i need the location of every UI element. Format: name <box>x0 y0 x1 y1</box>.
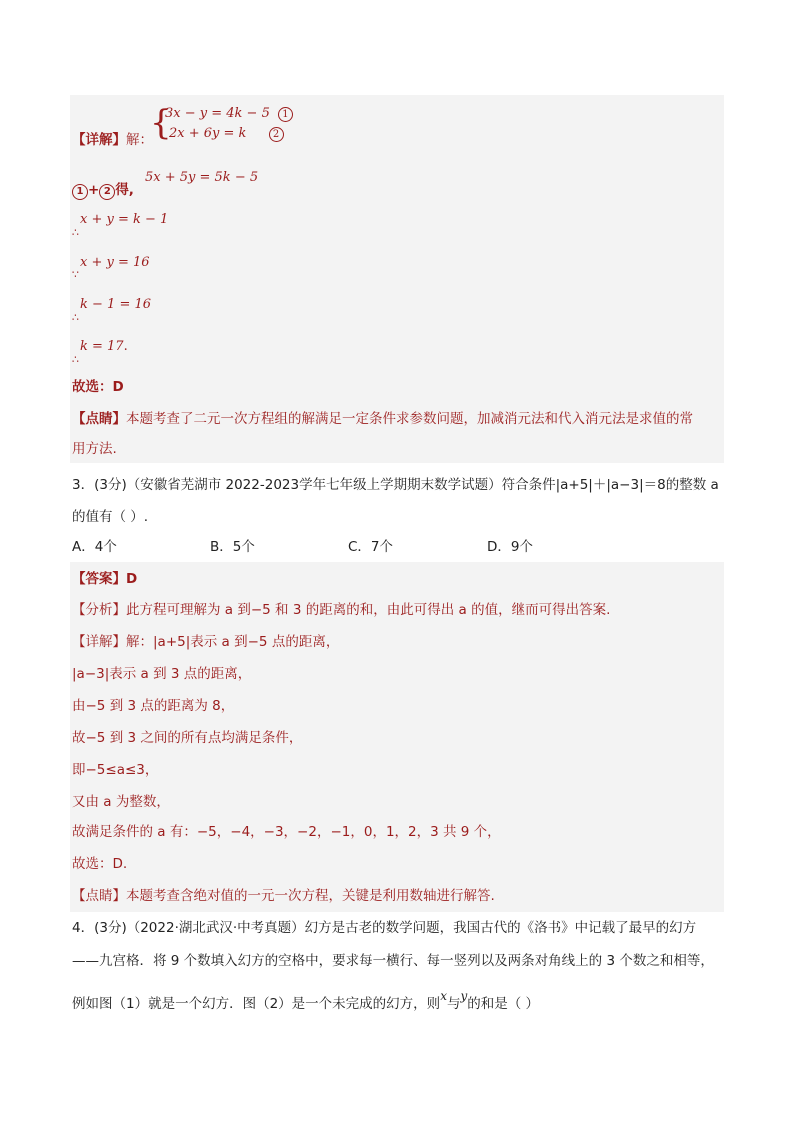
q2-comment-line2: 用方法. <box>72 441 117 457</box>
q3-detail-1: 【详解】解：|a+5|表示 a 到−5 点的距离， <box>72 634 340 650</box>
q2-step3-text: k − 1 = 16 <box>80 297 152 312</box>
q3-analysis: 【分析】此方程可理解为 a 到−5 和 3 的距离的和，由此可得出 a 的值，继而可得出答案. <box>72 602 611 618</box>
q2-sum-eq-text: 5x + 5y = 5k − 5 <box>145 170 259 185</box>
q2-eq1-mark: 1 <box>278 107 293 122</box>
q2-step4-text: k = 17 <box>80 339 124 354</box>
q2-comment-text1: 本题考查了二元一次方程组的解满足一定条件求参数问题，加减消元法和代入消元法是求值的常 <box>126 411 693 427</box>
q2-step2 <box>80 255 150 270</box>
q3-stem-line2: 的值有（ ）. <box>72 509 149 525</box>
q2-therefore-2: ∴ <box>72 311 79 324</box>
q4-var-x: x <box>440 989 447 1003</box>
q2-because: ∵ <box>72 268 79 281</box>
q3-detail-6: 又由 a 为整数， <box>72 794 170 810</box>
q2-sum-text: 得, <box>115 182 134 198</box>
q3-option-a[interactable]: A．4个 <box>72 539 117 555</box>
q3-option-b[interactable]: B．5个 <box>210 539 255 555</box>
q3-detail-3: 由−5 到 3 点的距离为 8， <box>72 698 235 714</box>
q2-detail-label: 【详解】 <box>72 132 126 148</box>
q3-detail-4: 故−5 到 3 之间的所有点均满足条件， <box>72 730 303 746</box>
q3-detail-5: 即−5≤a≤3， <box>72 762 159 778</box>
q3-detail-8: 故选：D. <box>72 856 128 872</box>
q2-comment-line1 <box>72 410 693 428</box>
q2-sum-mark2: 2 <box>99 184 115 200</box>
q2-eq2-text: 2x + 6y = k <box>169 126 247 141</box>
q3-answer: 【答案】D <box>72 571 138 587</box>
q2-sum-mark1: 1 <box>72 184 88 200</box>
q4-stem-line2: ——九宫格．将 9 个数填入幻方的空格中，要求每一横行、每一竖列以及两条对角线上的 3 个数之和相等， <box>72 953 714 969</box>
q2-system-brace: { <box>150 103 172 143</box>
q2-sum-plus: + <box>88 182 100 198</box>
q2-detail-text: 解： <box>126 132 153 148</box>
q2-sum-line <box>72 181 134 200</box>
q2-step3 <box>80 297 151 312</box>
q2-step4 <box>80 339 128 354</box>
q3-option-d[interactable]: D．9个 <box>487 539 533 555</box>
q4-stem-line3-a: 例如图（1）就是一个幻方．图（2）是一个未完成的幻方，则 <box>72 996 441 1012</box>
q4-stem-line3-b: 的和是（ ） <box>467 996 540 1012</box>
q2-therefore-1: ∴ <box>72 226 79 239</box>
q4-stem-line3-mid: 与 <box>446 996 461 1012</box>
q3-detail-7: 故满足条件的 a 有：−5，−4，−3，−2，−1，0，1，2，3 共 9 个， <box>72 824 501 840</box>
q2-answer-block <box>70 95 724 463</box>
q4-stem-line3 <box>72 989 540 1013</box>
q3-stem-line1: 3．(3分)（安徽省芜湖市 2022-2023学年七年级上学期期末数学试题）符合条件|a+5|＋|a−3|＝8的整数 a <box>72 477 719 493</box>
q3-detail-2: |a−3|表示 a 到 3 点的距离， <box>72 666 252 682</box>
q2-eq1-text: 3x − y = 4k − 5 <box>165 106 270 121</box>
q4-var-y: y <box>460 989 468 1003</box>
q2-sum-eq <box>145 170 258 185</box>
q2-eq1 <box>165 106 293 122</box>
q2-step2-text: x + y = 16 <box>80 255 150 270</box>
q3-option-c[interactable]: C．7个 <box>348 539 394 555</box>
q4-stem-line1: 4．(3分)（2022·湖北武汉·中考真题）幻方是古老的数学问题，我国古代的《洛书》中记载了最早的幻方 <box>72 920 697 936</box>
q2-eq2 <box>169 126 284 142</box>
q2-eq2-mark: 2 <box>269 127 284 142</box>
q2-therefore-3: ∴ <box>72 353 79 366</box>
q2-step1-text: x + y = k − 1 <box>80 212 169 227</box>
q2-step1 <box>80 212 168 227</box>
q3-comment: 【点睛】本题考查含绝对值的一元一次方程，关键是利用数轴进行解答. <box>72 888 495 904</box>
q2-comment-label: 【点睛】 <box>72 411 126 427</box>
q2-detail-line <box>72 131 153 149</box>
q2-choice: 故选：D <box>72 379 124 395</box>
q2-step4-end: . <box>123 339 128 354</box>
